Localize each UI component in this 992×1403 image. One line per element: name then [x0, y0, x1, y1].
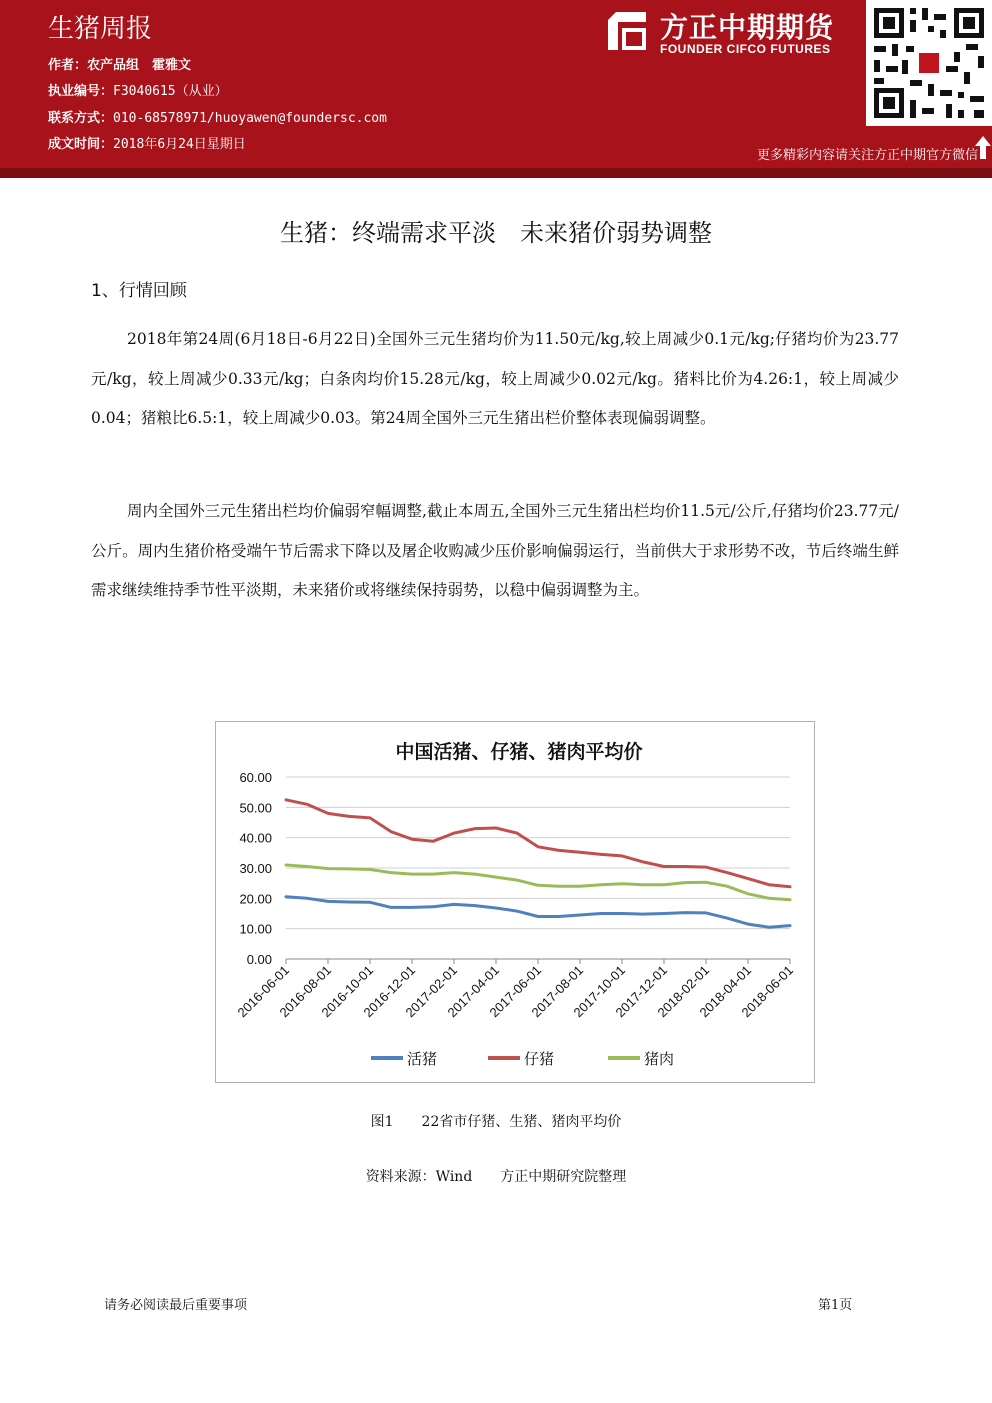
legend-label: 活猪 — [407, 1050, 438, 1068]
author-line — [48, 54, 191, 73]
y-tick-label: 30.00 — [239, 861, 272, 876]
contact-line — [48, 107, 387, 126]
y-tick-label: 40.00 — [239, 830, 272, 846]
x-tick-label: 2016-08-01 — [276, 962, 335, 1021]
legend-label: 仔猪 — [524, 1050, 555, 1068]
company-name-cn: 方正中期期货 — [660, 11, 835, 44]
y-tick-label: 0.00 — [246, 952, 272, 967]
up-arrow-icon — [974, 134, 992, 160]
date-label: 成文时间： — [48, 137, 114, 152]
contact-value: 010-68578971/huoyawen@foundersc.com — [113, 111, 387, 126]
report-type-title: 生猪周报 — [48, 14, 153, 44]
document-title: 生猪：终端需求平淡 未来猪价弱势调整 — [280, 219, 712, 247]
chart-title: 中国活猪、仔猪、猪肉平均价 — [395, 741, 643, 763]
follow-wechat-text: 更多精彩内容请关注方正中期官方微信 — [756, 148, 978, 163]
author-label: 作者： — [48, 58, 88, 73]
section-heading: 1、行情回顾 — [91, 281, 187, 301]
series-line-仔猪 — [286, 800, 790, 887]
x-tick-label: 2017-06-01 — [486, 962, 545, 1021]
x-tick-label: 2017-12-01 — [612, 962, 671, 1021]
date-line — [48, 133, 246, 152]
y-tick-label: 20.00 — [239, 891, 272, 907]
y-tick-label: 50.00 — [239, 800, 272, 816]
footer-disclaimer: 请务必阅读最后重要事项 — [104, 1298, 248, 1313]
paragraph-1: 2018年第24周(6月18日-6月22日)全国外三元生猪均价为11.50元/kg,较上周减少0.1元/kg;仔猪均价为23.77元/kg，较上周减少0.33元/kg；白条肉均价15.28元/kg，较上周减少0.02元/kg。猪料比价为4.26:1，较上周减少0.04；猪粮比6.5:1，较上周减少0.03。第24周全国外三元生猪出栏价整体表现偏弱调整。 — [91, 330, 899, 427]
header-divider — [0, 168, 992, 178]
x-tick-label: 2016-10-01 — [318, 962, 377, 1021]
y-tick-label: 10.00 — [239, 921, 272, 937]
x-tick-label: 2018-04-01 — [696, 962, 755, 1021]
qr-code-icon — [866, 0, 992, 126]
license-label: 执业编号： — [48, 84, 114, 99]
x-tick-label: 2016-06-01 — [234, 962, 293, 1021]
paragraph-2: 周内全国外三元生猪出栏均价偏弱窄幅调整,截止本周五,全国外三元生猪出栏均价11.5元/公斤,仔猪均价23.77元/公斤。周内生猪价格受端午节后需求下降以及屠企收购减少压价影响偏弱运行，当前供大于求形势不改，节后终端生鲜需求继续维持季节性平淡期，未来猪价或将继续保持弱势，以稳中偏弱调整为主。 — [91, 502, 899, 599]
company-logo-icon — [604, 8, 650, 54]
date-value: 2018年6月24日星期日 — [113, 137, 246, 152]
x-tick-label: 2017-08-01 — [528, 962, 587, 1021]
license-value: F3040615（从业） — [113, 84, 228, 99]
chart-canvas — [216, 722, 814, 1082]
contact-label: 联系方式： — [48, 111, 114, 126]
company-name-en: FOUNDER CIFCO FUTURES — [660, 42, 831, 56]
x-tick-label: 2018-02-01 — [654, 962, 713, 1021]
figure-caption: 图1 22省市仔猪、生猪、猪肉平均价 — [370, 1114, 622, 1130]
legend-label: 猪肉 — [644, 1050, 675, 1068]
x-tick-label: 2017-02-01 — [402, 962, 461, 1021]
x-tick-label: 2017-10-01 — [570, 962, 629, 1021]
page-number: 第1页 — [818, 1298, 853, 1313]
license-line — [48, 80, 228, 99]
price-chart — [215, 721, 815, 1083]
y-tick-label: 60.00 — [239, 770, 272, 785]
series-line-活猪 — [286, 897, 790, 927]
source-note: 资料来源：Wind 方正中期研究院整理 — [365, 1169, 627, 1185]
x-tick-label: 2016-12-01 — [360, 962, 419, 1021]
x-tick-label: 2017-04-01 — [444, 962, 503, 1021]
x-tick-label: 2018-06-01 — [738, 962, 797, 1021]
author-value: 农产品组 霍雅文 — [87, 58, 192, 73]
